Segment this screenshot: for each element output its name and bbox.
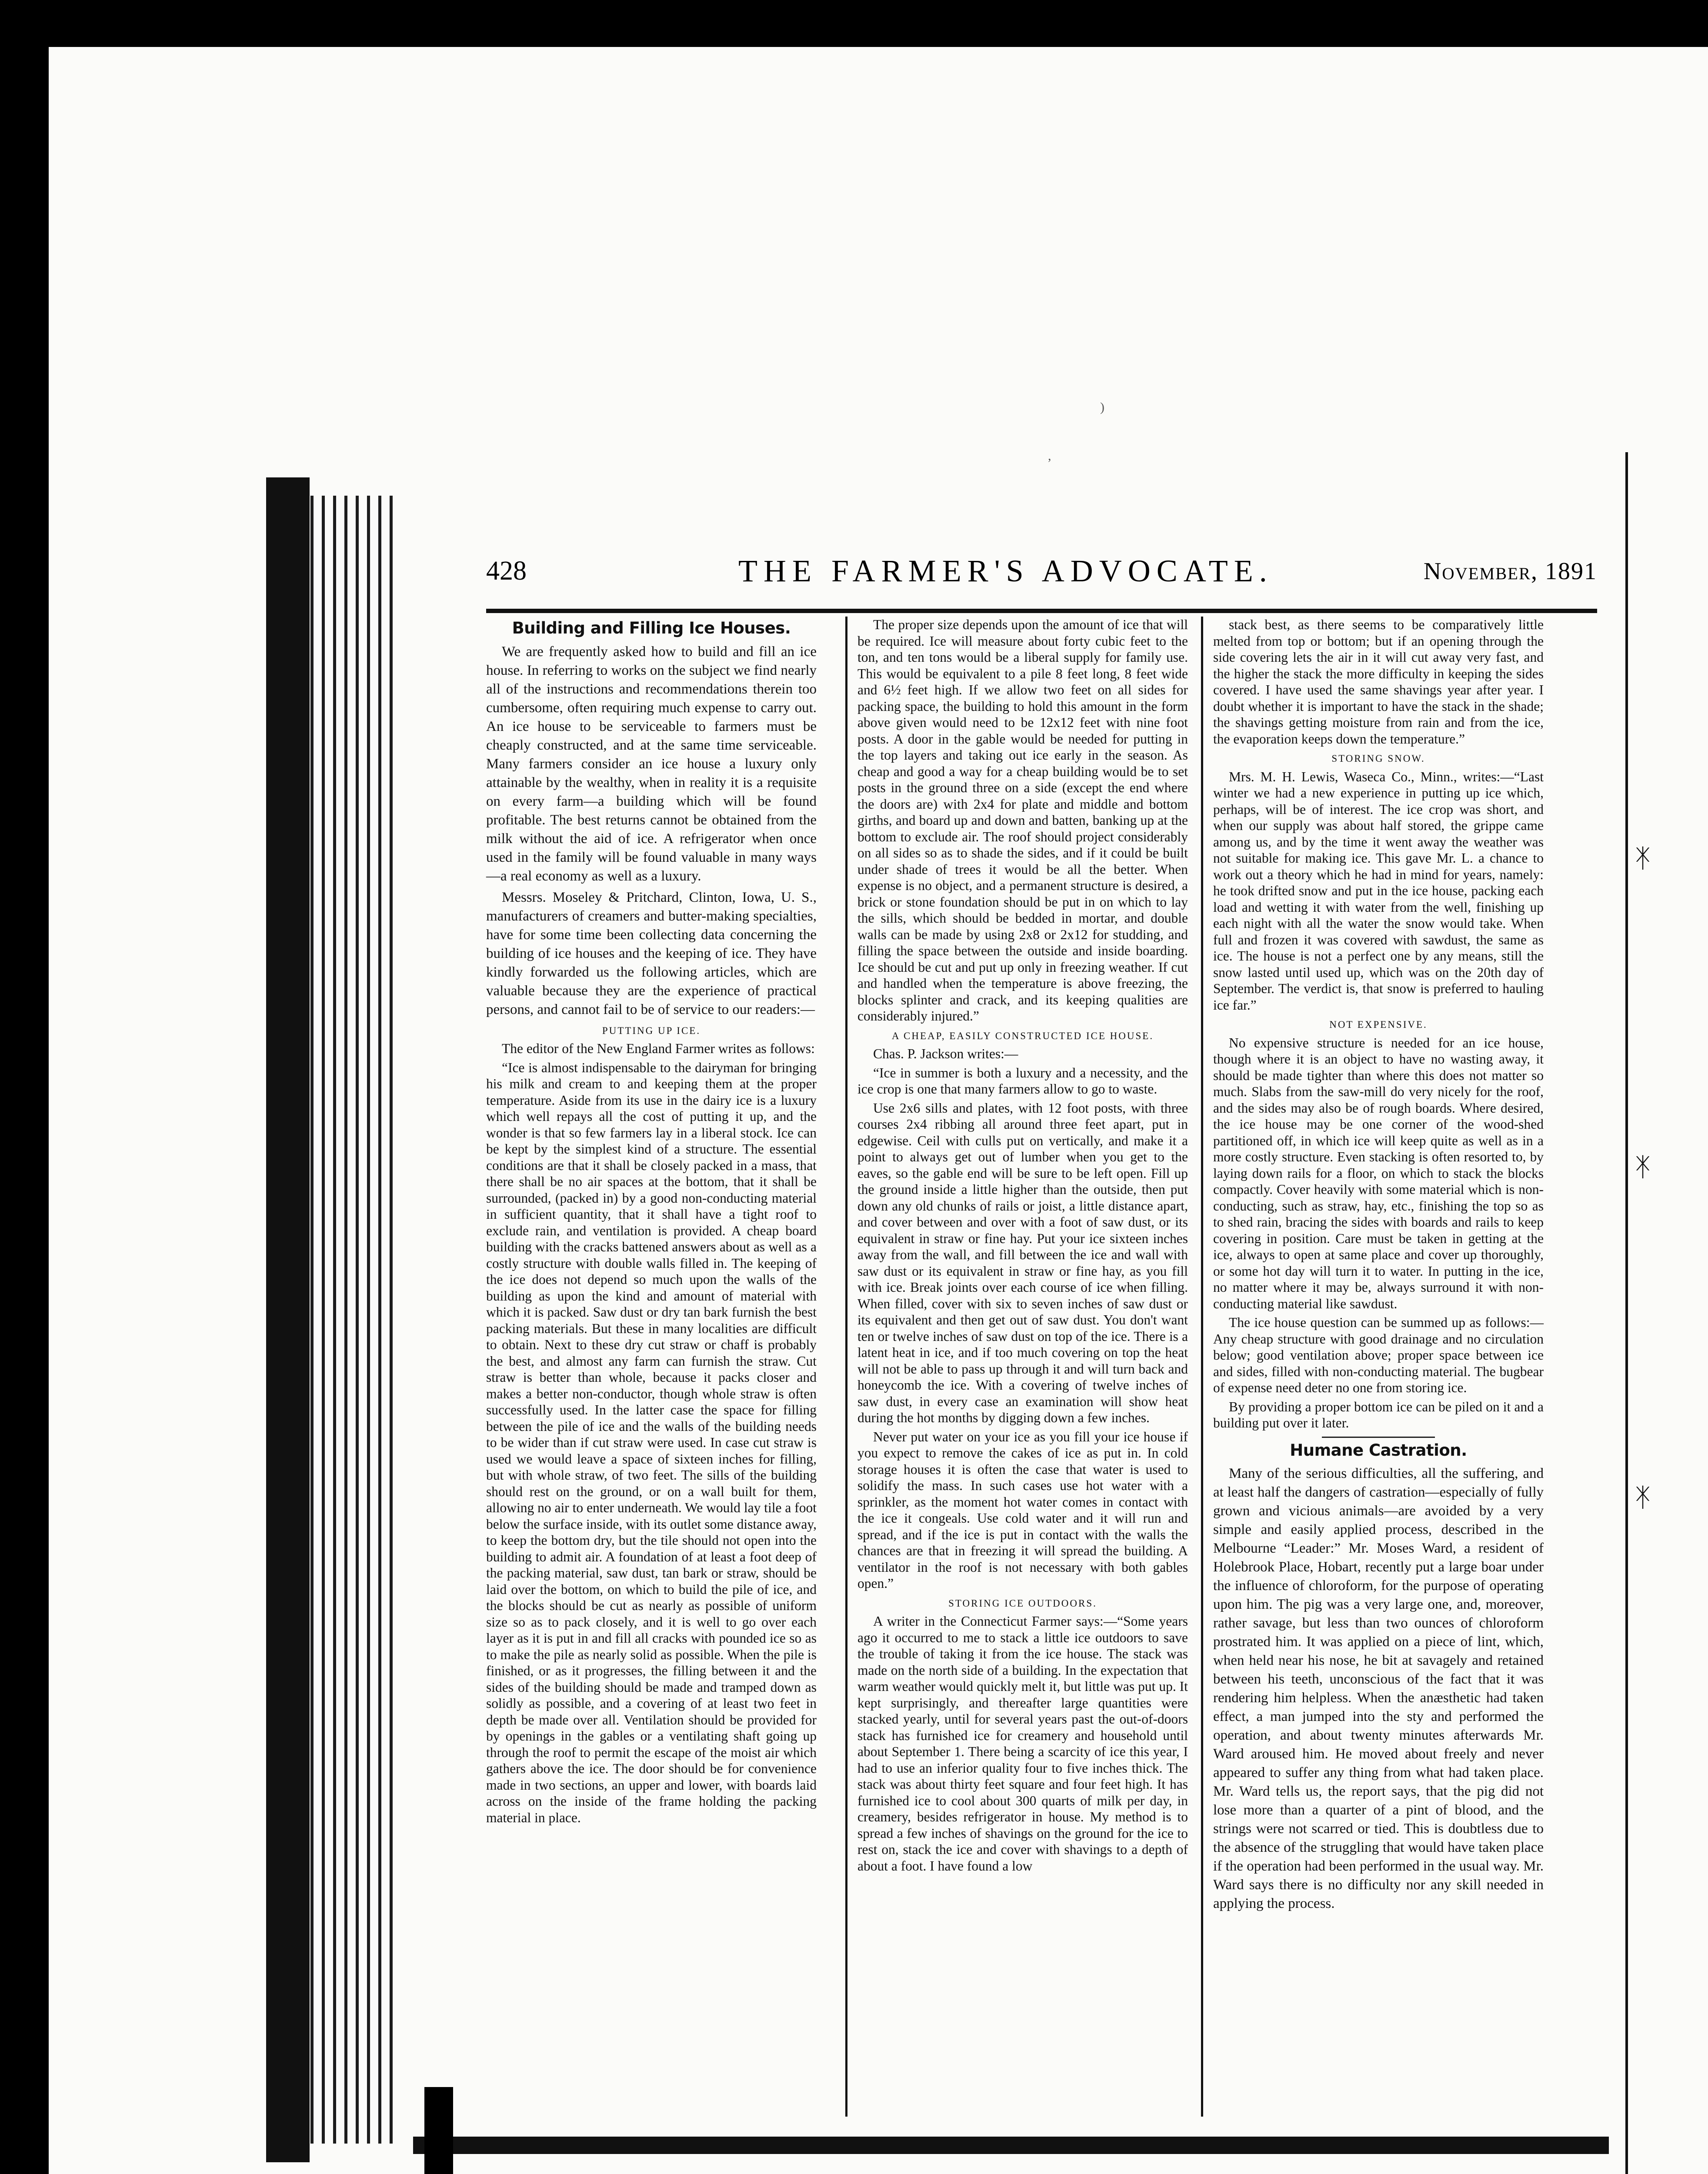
issue-date: November, 1891 — [1423, 558, 1597, 585]
scan-speck: , — [1048, 449, 1051, 463]
edge-mark: ᛡ — [1635, 1153, 1651, 1181]
section-heading: NOT EXPENSIVE. — [1329, 1019, 1428, 1030]
header-rule — [486, 609, 1597, 613]
scan-speck: ) — [1100, 400, 1104, 414]
column-3 — [1213, 617, 1544, 1916]
paragraph: A writer in the Connecticut Farmer says:—“Some years ago it occurred to me to stack a little ice outdoors to save the trouble of taking it from the ice house. The stack was made on the north side of a building. In the expectation that warm weather would quickly melt it, but little was put up. It kept surprisingly, and thereafter large quantities were stacked yearly, until for several years past the out-of-doors stack has furnished ice for creamery and household until about September 1. There being a scarcity of ice this year, I had to use an inferior quality four to five inches thick. The stack was about thirty feet square and four feet high. It has furnished ice to cool about 300 quarts of milk per day, in creamery, besides refrigerator in house. My method is to spread a few inches of shavings on the ground for the ice to rest on, stack the ice and cover with shavings to a depth of about a foot. I have found a low — [857, 1614, 1188, 1874]
page-number: 428 — [486, 556, 527, 586]
section-heading: PUTTING UP ICE. — [602, 1025, 701, 1036]
paragraph: “Ice is almost indispensable to the dairyman for bringing his milk and cream to and keeping them at the proper temperature. Aside from its use in the dairy ice is a luxury which well repays all the cost of putting it up, and the wonder is that so few farmers lay in a liberal stock. Ice can be kept by the simplest kind of a structure. The essential conditions are that it shall be closely packed in a mass, that there shall be no air spaces at the bottom, that it shall be surrounded, (packed in) by a good non-conducting material in sufficient quantity, that it shall have a tight roof to exclude rain, and ventilation is provided. A cheap board building with the cracks battened answers about as well as a costly structure with double walls filled in. The keeping of the ice does not depend so much upon the walls of the building as upon the kind and amount of material with which it is packed. Saw dust or dry tan bark furnish the best packing materials. But these in many localities are difficult to obtain. Next to these dry cut straw or chaff is probably the best, and almost any farm can furnish the straw. Cut straw is better than whole, because it packs closer and makes a better non-conductor, though whole straw is often successfully used. In the latter case the space for filling between the pile of ice and the walls of the building needs to be wider than if cut straw were used. In case cut straw is used we would leave a space of sixteen inches for filling, but with whole straw, of two feet. The sills of the building should rest on the ground, or on a wall built for them, allowing no air to enter underneath. We would lay tile a foot below the surface inside, with its outlet some distance away, to keep the bottom dry, but the tile should not open into the building to admit air. A foundation of at least a foot deep of the packing material, saw dust, tan bark or straw, should be laid over the bottom, on which to build the pile of ice, and the blocks should be cut as nearly as possible of uniform size so as to pack closely, and it is well to go over each layer as it is put in and fill all cracks with pounded ice so as to make the pile as nearly solid as possible. When the pile is finished, or as it progresses, the filling between it and the sides of the building should be made and tramped down as solidly as possible, and a covering of at least two feet in depth be made over all. Ventilation should be provided for by openings in the gables or a ventilating shaft going up through the roof to permit the escape of the moist air which gathers above the ice. The door should be for convenience made in two sections, an upper and lower, with boards laid across on the inside of the frame holding the packing material in place. — [486, 1060, 817, 1825]
paragraph: Use 2x6 sills and plates, with 12 foot posts, with three courses 2x4 ribbing all around three feet apart, put in edgewise. Ceil with culls put on vertically, and make it a point to always get out of lumber when you get to the eaves, so the gable end will be sure to be left open. Fill up the ground inside a little higher than the outside, then put down any old chunks of rails or joist, a little distance apart, and cover between and over with a foot of saw dust, or its equivalent in straw or fine hay. Put your ice sixteen inches away from the wall, and fill between the ice and wall with saw dust or its equivalent in straw or fine hay, as you fill with ice. Break joints over each course of ice when filling. When filled, cover with six to seven inches of saw dust or its equivalent and then get out of saw dust. You don't want ten or twelve inches of saw dust on top of the ice. There is a latent heat in ice, and if too much covering on top the heat will not be able to pass up through it and will turn back and honeycomb the ice. With a covering of twelve inches of saw dust, in every case an examination will show heat during the hot months by digging down a few inches. — [857, 1100, 1188, 1425]
edge-mark: ᛡ — [1635, 1483, 1651, 1512]
section-heading: A CHEAP, EASILY CONSTRUCTED ICE HOUSE. — [891, 1030, 1154, 1041]
column-1 — [486, 617, 817, 1828]
paragraph: The ice house question can be summed up as follows:—Any cheap structure with good drainage and no circulation below; good ventilation above; proper space between ice and sides, filled with non-conducting material. The bugbear of expense need deter no one from storing ice. — [1213, 1315, 1544, 1395]
section-heading: STORING SNOW. — [1331, 753, 1425, 764]
author-line: Chas. P. Jackson writes:— — [873, 1046, 1018, 1061]
paragraph: stack best, as there seems to be comparatively little melted from top or bottom; but if an opening through the side covering lets the air in it will cut away very fast, and the higher the stack the more difficulty in keeping the sides covered. I have used the same shavings year after year. I doubt whether it is important to have the stack in the shade; the shavings getting moisture from rain and from the ice, the evaporation keeps down the temperature.” — [1213, 617, 1544, 747]
paragraph: The editor of the New England Farmer writes as follows: — [502, 1041, 815, 1056]
right-edge-strip — [1625, 452, 1648, 2174]
edge-mark: ᛡ — [1635, 844, 1651, 873]
intro-paragraph: Messrs. Moseley & Pritchard, Clinton, Iowa, U. S., manufacturers of creamers and butter-making specialties, have for some time been collecting data concerning the building of ice houses and the keeping of ice. They have kindly forwarded us the following articles, which are valuable because they are the experience of practical persons, and cannot fail to be of service to our readers:— — [486, 889, 817, 1017]
section-heading: STORING ICE OUTDOORS. — [948, 1597, 1097, 1609]
paragraph: “Ice in summer is both a luxury and a necessity, and the ice crop is one that many farmers allow to go to waste. — [857, 1065, 1188, 1097]
binding-clip — [424, 2087, 453, 2174]
column-divider — [845, 617, 847, 2117]
page-edges — [310, 496, 397, 2144]
page-header — [486, 556, 1597, 595]
intro-paragraph: We are frequently asked how to build and fill an ice house. In referring to works on the subject we find nearly all of the instructions and recommendations therein too cumbersome, often requiring much expense to carry out. An ice house to be serviceable to farmers must be cheaply constructed, and at the same time serviceable. Many farmers consider an ice house a luxury only attainable by the wealthy, when in reality it is a requisite on every farm—a building which will be found profitable. The best returns cannot be obtained from the milk without the aid of ice. A refrigerator when once used in the family will be found valuable in many ways—a real economy as well as a luxury. — [486, 644, 817, 884]
column-2 — [857, 617, 1188, 1877]
paragraph: Mrs. M. H. Lewis, Waseca Co., Minn., writes:—“Last winter we had a new experience in putting up ice which, perhaps, will be of interest. The ice crop was short, and when our supply was about half stored, the grippe came among us, and by the time it went away the weather was not suitable for making ice. This gave Mr. L. a chance to work out a theory which he had in mind for years, namely: he took drifted snow and put in the ice house, packing each load and wetting it with water from the well, finishing up each night with all the water the snow would take. When full and frozen it was covered with sawdust, the same as ice. The house is not a perfect one by any means, still the snow lasted until used up, which was on the 20th day of September. The verdict is, that snow is preferred to hauling ice far.” — [1213, 769, 1544, 1013]
paragraph: No expensive structure is needed for an ice house, though where it is an object to have no wasting away, it should be made tighter than where this does not matter so much. Slabs from the saw-mill do very nicely for the roof, and the sides may also be of rough boards. Where desired, the ice house may be one corner of the wood-shed partitioned off, in which ice will keep quite as well as in a more costly structure. Even stacking is often resorted to, by laying down rails for a floor, on which to stack the blocks compactly. Cover heavily with some material which is non-conducting, such as straw, hay, etc., finishing the top so as to shed rain, bracing the sides with boards and rails to keep covering in position. Care must be taken in getting at the ice, always to open at same place and cover up thoroughly, or some hot day will turn it to water. In putting in the ice, no matter where it may be, always surround it with non-conducting material like sawdust. — [1213, 1035, 1544, 1311]
column-divider — [1201, 617, 1203, 2117]
masthead: THE FARMER'S ADVOCATE. — [738, 554, 1273, 588]
article-title: Building and Filling Ice Houses. — [512, 619, 791, 637]
paragraph: Many of the serious difficulties, all the suffering, and at least half the dangers of castration—especially of fully grown and vicious animals—are avoided by a very simple and easily applied process, described in the Melbourne “Leader:” Mr. Moses Ward, a resident of Holebrook Place, Hobart, recently put a large boar under the influence of chloroform, for the purpose of operating upon him. The pig was a very large one, and, moreover, rather savage, but less than two ounces of chloroform prostrated him. It was applied on a piece of lint, which, when held near his nose, he bit at savagely and retained between his teeth, unconscious of the fact that it was rendering him helpless. When the anæsthetic had taken effect, a man jumped into the sty and performed the operation, and about twenty minutes afterwards Mr. Ward aroused him. He moved about freely and never appeared to suffer any thing from what had taken place. Mr. Ward tells us, the report says, that the pig did not lose more than a quarter of a pint of blood, and the strings were not scarred or tied. This is doubtless due to the absence of the struggling that would have taken place if the operation had been performed in the usual way. Mr. Ward says there is no difficulty nor any skill needed in applying the process. — [1213, 1466, 1544, 1911]
article-divider — [1322, 1437, 1435, 1438]
page-bottom-edge — [413, 2137, 1609, 2154]
article-title: Humane Castration. — [1290, 1440, 1467, 1460]
paragraph: Never put water on your ice as you fill your ice house if you expect to remove the cakes of ice as put in. In cold storage houses it is often the case that water is used to solidify the mass. In such cases use hot water with a sprinkler, as the moment hot water comes in contact with the ice it congeals. Use cold water and it will run and spread, and if the ice is put in contact with the walls the chances are that in freezing it will spread the building. A ventilator in the roof is not necessary with both gables open.” — [857, 1429, 1188, 1591]
paragraph: The proper size depends upon the amount of ice that will be required. Ice will measure about forty cubic feet to the ton, and ten tons would be a liberal supply for family use. This would be equivalent to a pile 8 feet long, 8 feet wide and 6½ feet high. If we allow two feet on all sides for packing space, the building to hold this amount in the form above given would need to be 12x12 feet with nine foot posts. A door in the gable would be needed for putting in the top layers and taking out ice early in the season. As cheap and good a way for a cheap building would be to set posts in the ground three on a side (except the end where the doors are) with 2x4 for plate and middle and bottom girths, and board up and down and batten, banking up at the bottom to exclude air. The roof should project considerably on all sides so as to shade the sides, and if it could be built under shade of trees it would be all the better. When expense is no object, and a permanent structure is desired, a brick or stone foundation should be put in on which to lay the sills, which should be bedded in mortar, and double walls can be made by using 2x8 or 2x12 for studding, and filling the space between the outside and inside boarding. Ice should be cut and put up only in freezing weather. If cut and handled when the temperature is above freezing, the blocks splinter and crack, and its keeping qualities are considerably injured.” — [857, 617, 1188, 1024]
paragraph: By providing a proper bottom ice can be piled on it and a building put over it later. — [1213, 1399, 1544, 1430]
book-spine-shadow — [266, 477, 310, 2162]
